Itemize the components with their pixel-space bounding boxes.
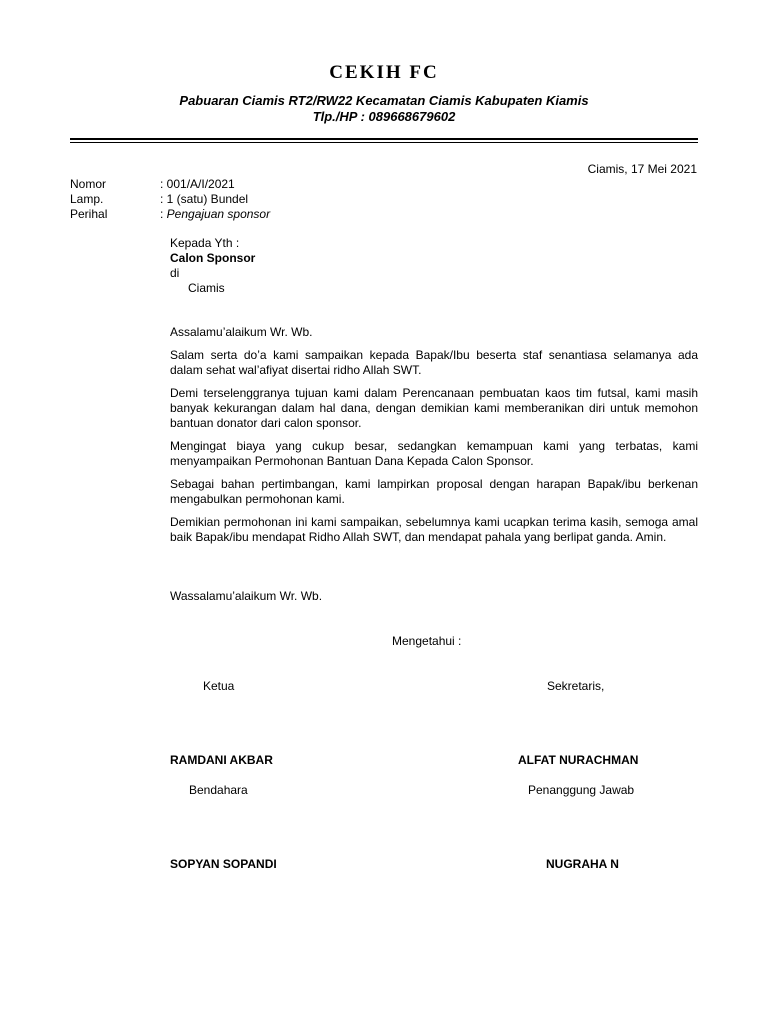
signatory-bendahara: SOPYAN SOPANDI bbox=[170, 857, 277, 871]
role-ketua: Ketua bbox=[203, 679, 235, 693]
body-paragraph-1: Salam serta do’a kami sampaikan kepada Bapak/Ibu beserta staf senantiasa selamanya ada dalam sehat wal’afiyat disertai ridho Allah SWT. bbox=[170, 348, 698, 377]
recipient-di: di bbox=[170, 266, 180, 280]
perihal-value: Pengajuan sponsor bbox=[166, 207, 271, 221]
recipient-city: Ciamis bbox=[188, 281, 225, 295]
role-sekretaris: Sekretaris, bbox=[547, 679, 605, 693]
perihal-field bbox=[160, 207, 270, 221]
role-bendahara: Bendahara bbox=[189, 783, 248, 797]
body-paragraph-4: Sebagai bahan pertimbangan, kami lampirkan proposal dengan harapan Bapak/ibu berkenan mengabulkan permohonan kami. bbox=[170, 477, 698, 506]
nomor-label: Nomor bbox=[70, 177, 107, 191]
closing-greeting: Wassalamu’alaikum Wr. Wb. bbox=[170, 589, 323, 603]
letterhead-divider bbox=[70, 138, 698, 140]
role-penanggung-jawab: Penanggung Jawab bbox=[528, 783, 635, 797]
letterhead-divider-thin bbox=[70, 142, 698, 143]
organization-name: CEKIH FC bbox=[329, 62, 439, 83]
body-paragraph-2: Demi terselenggranya tujuan kami dalam Perencanaan pembuatan kaos tim futsal, kami masih banyak kekurangan dalam hal dana, dengan demikian kami memberanikan diri untuk memohon bantuan donator dari calon sponsor. bbox=[170, 386, 698, 430]
organization-address: Pabuaran Ciamis RT2/RW22 Kecamatan Ciamis Kabupaten Kiamis bbox=[179, 93, 589, 108]
body-paragraph-5: Demikian permohonan ini kami sampaikan, sebelumnya kami ucapkan terima kasih, semoga amal baik Bapak/ibu mendapat Ridho Allah SWT, dan mendapat pahala yang berlipat ganda. Amin. bbox=[170, 515, 698, 544]
nomor-value: : 001/A/I/2021 bbox=[160, 177, 235, 191]
body-paragraph-3: Mengingat biaya yang cukup besar, sedangkan kemampuan kami yang terbatas, kami menyampaikan Permohonan Bantuan Dana Kepada Calon Sponsor. bbox=[170, 439, 698, 468]
perihal-colon: : bbox=[160, 207, 167, 221]
lampiran-label: Lamp. bbox=[70, 192, 104, 206]
organization-phone: Tlp./HP : 089668679602 bbox=[312, 109, 456, 124]
recipient-salutation: Kepada Yth : bbox=[170, 236, 240, 250]
greeting: Assalamu’alaikum Wr. Wb. bbox=[170, 325, 313, 339]
place-date: Ciamis, 17 Mei 2021 bbox=[587, 162, 697, 176]
signatory-ketua: RAMDANI AKBAR bbox=[170, 753, 273, 767]
recipient-name: Calon Sponsor bbox=[170, 251, 256, 265]
signatory-penanggung-jawab: NUGRAHA N bbox=[546, 857, 619, 871]
lampiran-value: : 1 (satu) Bundel bbox=[160, 192, 249, 206]
signatory-sekretaris: ALFAT NURACHMAN bbox=[518, 753, 639, 767]
acknowledged-label: Mengetahui : bbox=[392, 634, 462, 648]
perihal-label: Perihal bbox=[70, 207, 108, 221]
